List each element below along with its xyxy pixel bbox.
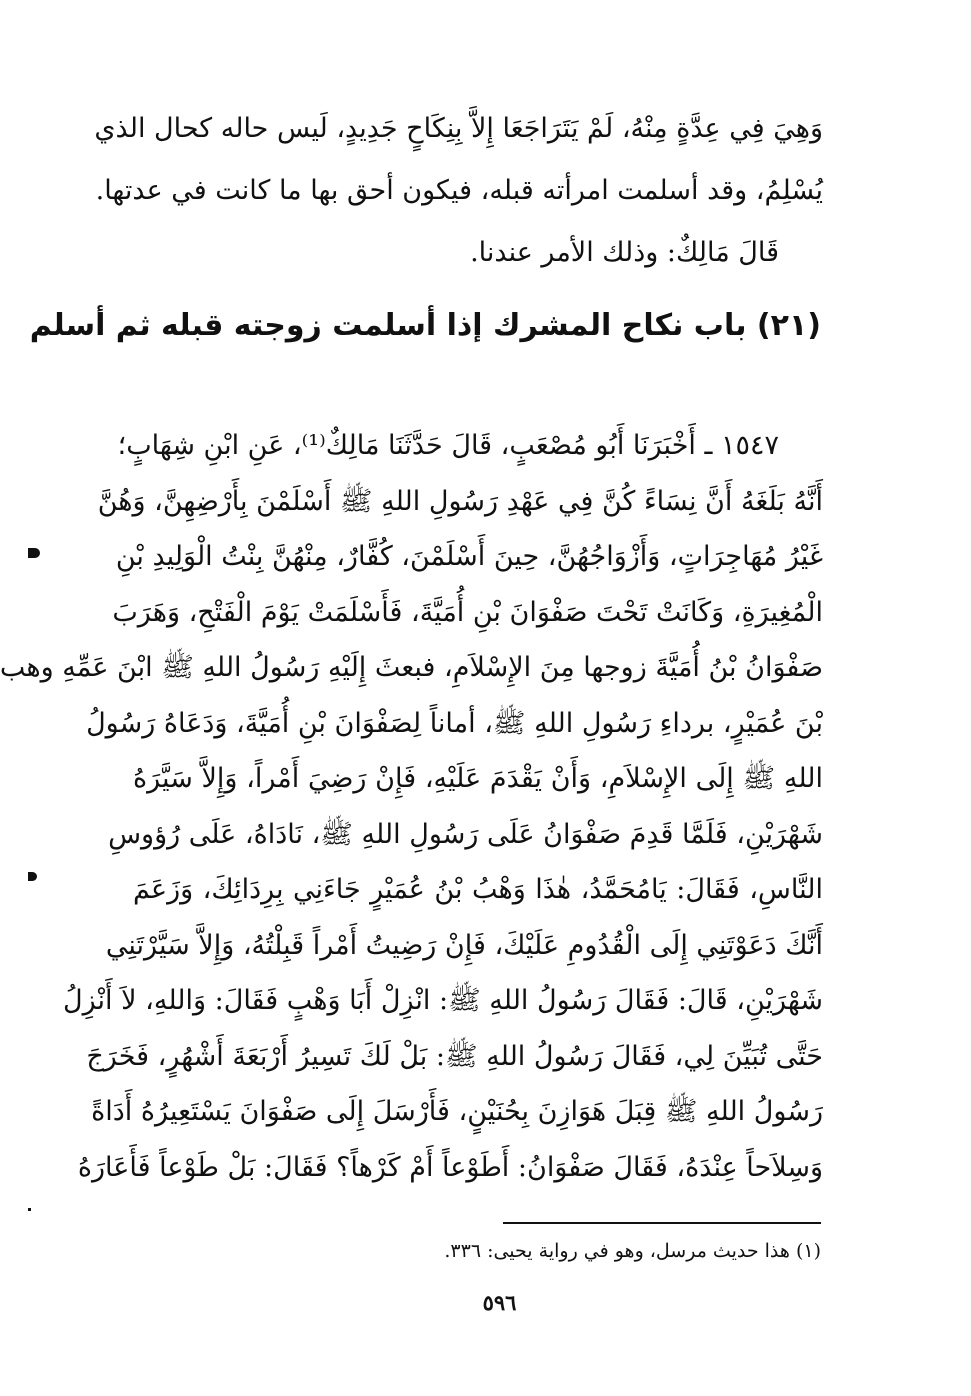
hadith-line: صَفْوَانُ بْنُ أُمَيَّةَ زوجها مِنَ الإِسْلاَمِ، فبعثَ إِلَيْهِ رَسُولُ اللهِ ﷺ ابْنَ عَمِّهِ وهب (0, 652, 823, 683)
hadith-paragraph (0, 418, 823, 1195)
page-number: ٥٩٦ (482, 1290, 517, 1315)
hadith-line: شَهْرَيْنِ، فَلَمَّا قَدِمَ صَفْوَانُ عَلَى رَسُولِ اللهِ ﷺ، نَادَاهُ، عَلَى رُؤوسِ (108, 818, 823, 850)
footnote: (١) هذا حديث مرسل، وهو في رواية يحيى: ٣٣٦. (444, 1240, 821, 1262)
scan-margin-mark (28, 548, 40, 558)
intro-line-2: يُسْلِمُ، وقد أسلمت امرأته قبله، فيكون أحق بها ما كانت في عدتها. (95, 175, 823, 206)
hadith-line: ١٥٤٧ ـ أَخْبَرَنَا أَبُو مُصْعَبٍ، قَالَ حَدَّثَنَا مَالِكٌ⁽¹⁾، عَنِ ابْنِ شِهَابٍ؛ (117, 430, 779, 461)
intro-line-1: وَهِيَ فِي عِدَّةٍ مِنْهُ، لَمْ يَتَرَاجَعَا إِلاَّ بِنِكَاحٍ جَدِيدٍ، لَيس حاله كحال الذي (94, 113, 823, 144)
hadith-line: النَّاسِ، فَقَالَ: يَامُحَمَّدُ، هٰذَا وَهْبُ بْنُ عُمَيْرٍ جَاءَنِي بِرِدَائِكَ، وَزَعَمَ (133, 874, 823, 905)
hadith-line: بْنَ عُمَيْرٍ، برداءِ رَسُولِ اللهِ ﷺ، أماناً لِصَفْوَانَ بْنِ أُمَيَّةَ، وَدَعَاهُ رَسُولُ (86, 707, 823, 739)
scan-margin-mark (28, 872, 37, 881)
hadith-line: الْمُغِيرَةِ، وَكَانَتْ تَحْتَ صَفْوَانَ بْنِ أُمَيَّةَ، فَأَسْلَمَتْ يَوْمَ الْفَتْحِ، وَهَرَبَ (112, 596, 823, 628)
hadith-line: اللهِ ﷺ إِلَى الإِسْلاَمِ، وَأَنْ يَقْدَمَ عَلَيْهِ، فَإِنْ رَضِيَ أَمْراً، وَإِلاَّ سَيَّرَهُ (133, 763, 823, 794)
footnote-divider (503, 1222, 821, 1224)
chapter-heading: (٢١) باب نكاح المشرك إذا أسلمت زوجته قبله ثم أسلم (29, 308, 821, 343)
malik-statement: قَالَ مَالِكٌ: وذلك الأمر عندنا. (470, 237, 779, 268)
hadith-line: رَسُولُ اللهِ ﷺ قِبَلَ هَوَازِنَ بِحُنَيْنٍ، فَأَرْسَلَ إِلَى صَفْوَانَ يَسْتَعِيرُهُ أَدَاةً (91, 1096, 823, 1127)
hadith-line: شَهْرَيْنِ، قَالَ: فَقَالَ رَسُولُ اللهِ ﷺ: انْزِلْ أَبَا وَهْبٍ فَقَالَ: وَاللهِ، لاَ أَنْزِلُ (63, 985, 823, 1016)
hadith-line: أَنَّهُ بَلَغَهُ أَنَّ نِسَاءً كُنَّ فِي عَهْدِ رَسُولِ اللهِ ﷺ أَسْلَمْنَ بِأَرْضِهِنَّ، وَهُنَّ (97, 485, 823, 517)
hadith-line: أَنَّكَ دَعَوْتَنِي إِلَى الْقُدُومِ عَلَيْكَ، فَإِنْ رَضِيتُ أَمْراً قَبِلْتُهُ، وَإِلاَّ سَيَّرْتَنِي (105, 929, 823, 961)
hadith-line: غَيْرُ مُهَاجِرَاتٍ، وَأَزْوَاجُهُنَّ، حِينَ أَسْلَمْنَ، كُفَّارٌ، مِنْهُنَّ بِنْتُ الْوَلِيدِ بْنِ (115, 541, 823, 572)
hadith-line: حَتَّى تُبَيِّنَ لِي، فَقَالَ رَسُولُ اللهِ ﷺ: بَلْ لَكَ تَسِيرُ أَرْبَعَةَ أَشْهُرٍ، فَخَرَجَ (86, 1040, 823, 1072)
hadith-line: وَسِلاَحاً عِنْدَهُ، فَقَالَ صَفْوَانُ: أَطَوْعاً أَمْ كَرْهاً؟ فَقَالَ: بَلْ طَوْعاً فَأَعَارَهُ (77, 1151, 823, 1183)
intro-paragraph (94, 98, 823, 284)
scan-margin-mark (28, 1208, 31, 1211)
